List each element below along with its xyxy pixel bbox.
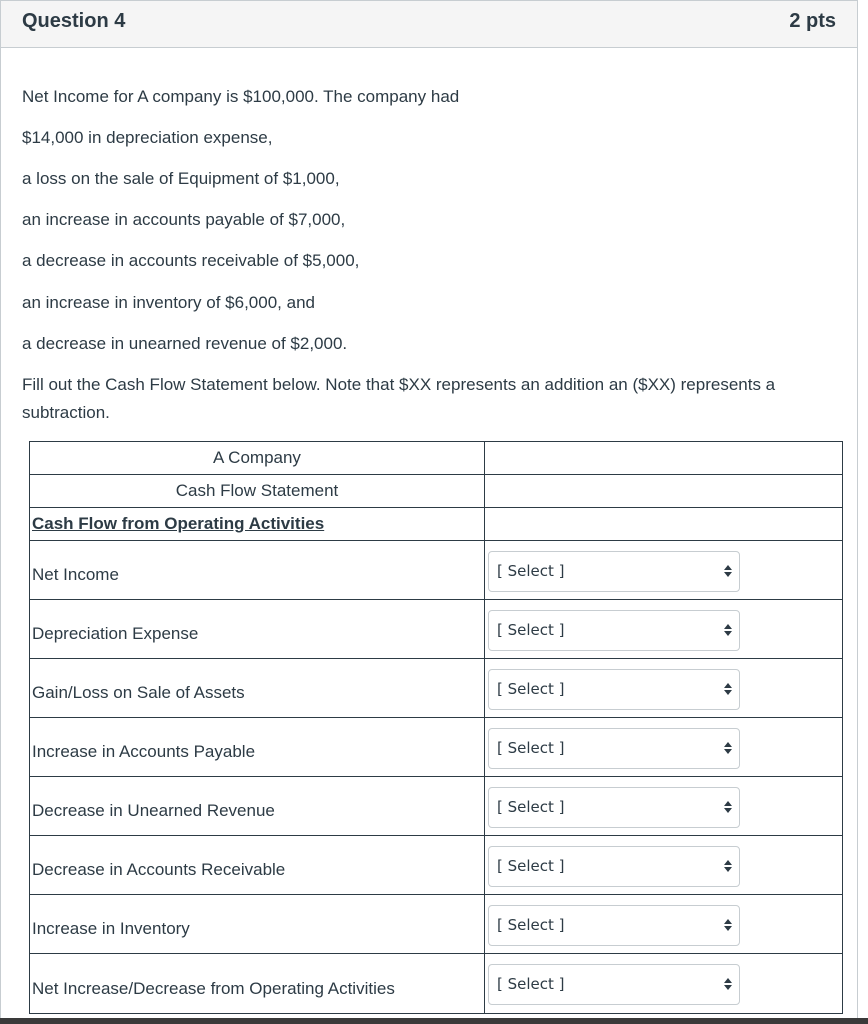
answer-select[interactable]	[488, 669, 740, 710]
prompt-line-3: a loss on the sale of Equipment of $1,000,	[22, 169, 340, 188]
answer-select[interactable]	[488, 610, 740, 651]
answer-select[interactable]	[488, 905, 740, 946]
answer-select[interactable]	[488, 964, 740, 1005]
row-select-cell	[485, 718, 843, 777]
table-row	[30, 836, 843, 895]
row-label: Net Increase/Decrease from Operating Activities	[30, 954, 485, 1014]
empty-cell	[485, 442, 843, 475]
prompt-line-5: a decrease in accounts receivable of $5,000,	[22, 251, 360, 270]
answer-select[interactable]	[488, 846, 740, 887]
select-value: [ Select ]	[497, 915, 565, 934]
instruction-text: Fill out the Cash Flow Statement below. Note that $XX represents an addition an ($XX) represents a subtraction.	[22, 375, 776, 422]
section-heading: Cash Flow from Operating Activities	[30, 508, 485, 541]
cash-flow-table	[29, 441, 843, 1014]
empty-cell	[485, 508, 843, 541]
answer-select[interactable]	[488, 787, 740, 828]
company-name-cell: A Company	[30, 442, 485, 475]
table-row	[30, 777, 843, 836]
table-row	[30, 895, 843, 954]
select-value: [ Select ]	[497, 797, 565, 816]
select-value: [ Select ]	[497, 856, 565, 875]
select-value: [ Select ]	[497, 561, 565, 580]
answer-select[interactable]	[488, 728, 740, 769]
row-label: Gain/Loss on Sale of Assets	[30, 659, 485, 718]
select-value: [ Select ]	[497, 620, 565, 639]
select-value: [ Select ]	[497, 975, 565, 993]
table-row	[30, 600, 843, 659]
row-select-cell	[485, 836, 843, 895]
statement-title-cell: Cash Flow Statement	[30, 475, 485, 508]
table-row	[30, 659, 843, 718]
select-arrows-icon	[723, 621, 733, 639]
row-select-cell	[485, 895, 843, 954]
window-bottom-edge	[0, 1018, 868, 1024]
table-row	[30, 718, 843, 777]
prompt-line-6: an increase in inventory of $6,000, and	[22, 293, 315, 312]
row-label: Decrease in Accounts Receivable	[30, 836, 485, 895]
row-label: Increase in Inventory	[30, 895, 485, 954]
row-label: Depreciation Expense	[30, 600, 485, 659]
table-row	[30, 954, 843, 1014]
prompt-line-1: Net Income for A company is $100,000. The company had	[22, 87, 460, 106]
select-arrows-icon	[723, 857, 733, 875]
question-title: Question 4	[22, 10, 126, 32]
select-arrows-icon	[723, 739, 733, 757]
row-label: Increase in Accounts Payable	[30, 718, 485, 777]
select-arrows-icon	[723, 680, 733, 698]
question-header	[1, 1, 857, 48]
select-arrows-icon	[723, 562, 733, 580]
select-arrows-icon	[723, 798, 733, 816]
row-label: Decrease in Unearned Revenue	[30, 777, 485, 836]
prompt-line-2: $14,000 in depreciation expense,	[22, 128, 273, 147]
prompt-line-7: a decrease in unearned revenue of $2,000.	[22, 334, 348, 353]
question-points: 2 pts	[789, 10, 836, 32]
select-arrows-icon	[723, 975, 733, 993]
empty-cell	[485, 475, 843, 508]
row-select-cell	[485, 600, 843, 659]
select-arrows-icon	[723, 916, 733, 934]
select-value: [ Select ]	[497, 679, 565, 698]
select-value: [ Select ]	[497, 738, 565, 757]
answer-select[interactable]	[488, 551, 740, 592]
row-select-cell	[485, 659, 843, 718]
row-label: Net Income	[30, 541, 485, 600]
row-select-cell	[485, 541, 843, 600]
row-select-cell	[485, 954, 843, 1014]
row-select-cell	[485, 777, 843, 836]
prompt-line-4: an increase in accounts payable of $7,000,	[22, 210, 346, 229]
table-row	[30, 541, 843, 600]
